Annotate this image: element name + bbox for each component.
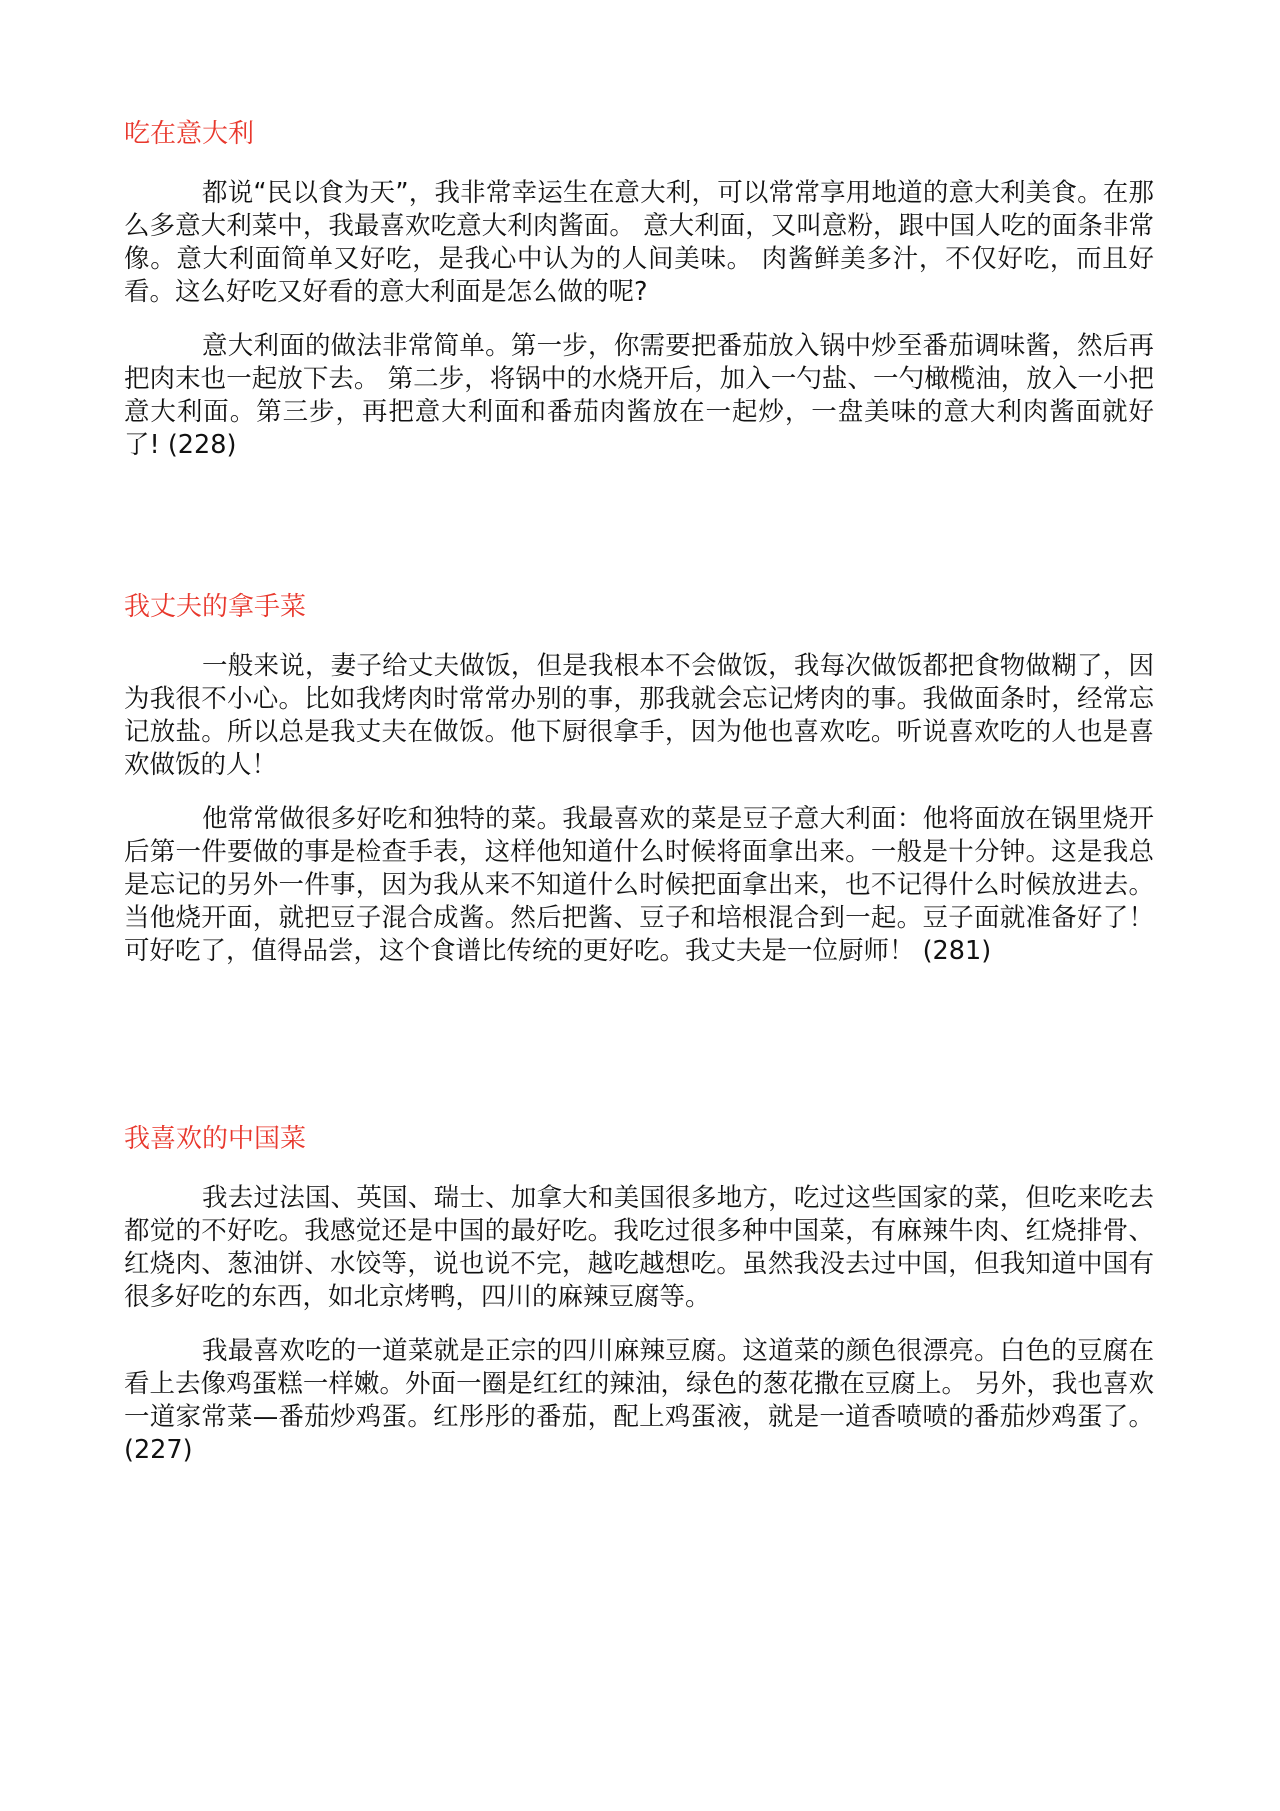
essay-paragraph: 他常常做很多好吃和独特的菜。我最喜欢的菜是豆子意大利面：他将面放在锅里烧开后第一件要做的事是检查手表，这样他知道什么时候将面拿出来。一般是十分钟。这是我总是忘记的另外一件事，因为我从来不知道什么时候把面拿出来，也不记得什么时候放进去。当他烧开面，就把豆子混合成酱。然后把酱、豆子和培根混合到一起。豆子面就准备好了！ 可好吃了，值得品尝，这个食谱比传统的更好吃。我丈夫是一位厨师！ (281)	[124, 804, 1154, 966]
essay-paragraph: 我最喜欢吃的一道菜就是正宗的四川麻辣豆腐。这道菜的颜色很漂亮。白色的豆腐在看上去像鸡蛋糕一样嫩。外面一圈是红红的辣油，绿色的葱花撒在豆腐上。 另外，我也喜欢一道家常菜—番茄炒鸡蛋。红彤彤的番茄，配上鸡蛋液，就是一道香喷喷的番茄炒鸡蛋了。(227)	[124, 1336, 1154, 1465]
essay-title: 吃在意大利	[124, 119, 255, 149]
essay-favorite-chinese-food	[124, 1122, 1154, 1488]
essay-husband-specialty	[124, 590, 1154, 989]
essay-title: 我丈夫的拿手菜	[124, 592, 307, 622]
essay-title: 我喜欢的中国菜	[124, 1124, 307, 1154]
essay-paragraph: 意大利面的做法非常简单。第一步，你需要把番茄放入锅中炒至番茄调味酱，然后再把肉末也一起放下去。 第二步，将锅中的水烧开后，加入一勺盐、一勺橄榄油，放入一小把意大利面。第三步，再把意大利面和番茄肉酱放在一起炒，一盘美味的意大利肉酱面就好了! (228)	[124, 331, 1154, 460]
essay-paragraph: 一般来说，妻子给丈夫做饭，但是我根本不会做饭，我每次做饭都把食物做糊了，因为我很不小心。比如我烤肉时常常办别的事，那我就会忘记烤肉的事。我做面条时，经常忘记放盐。所以总是我丈夫在做饭。他下厨很拿手，因为他也喜欢吃。听说喜欢吃的人也是喜欢做饭的人！	[124, 651, 1154, 780]
essay-eating-in-italy	[124, 117, 1154, 483]
essay-paragraph: 都说“民以食为天”，我非常幸运生在意大利，可以常常享用地道的意大利美食。在那么多意大利菜中，我最喜欢吃意大利肉酱面。 意大利面，又叫意粉，跟中国人吃的面条非常像。意大利面简单又好吃，是我心中认为的人间美味。 肉酱鲜美多汁，不仅好吃，而且好看。这么好吃又好看的意大利面是怎么做的呢?	[124, 178, 1154, 307]
essay-paragraph: 我去过法国、英国、瑞士、加拿大和美国很多地方，吃过这些国家的菜，但吃来吃去都觉的不好吃。我感觉还是中国的最好吃。我吃过很多种中国菜，有麻辣牛肉、红烧排骨、红烧肉、葱油饼、水饺等，说也说不完，越吃越想吃。虽然我没去过中国，但我知道中国有很多好吃的东西，如北京烤鸭，四川的麻辣豆腐等。	[124, 1183, 1154, 1312]
